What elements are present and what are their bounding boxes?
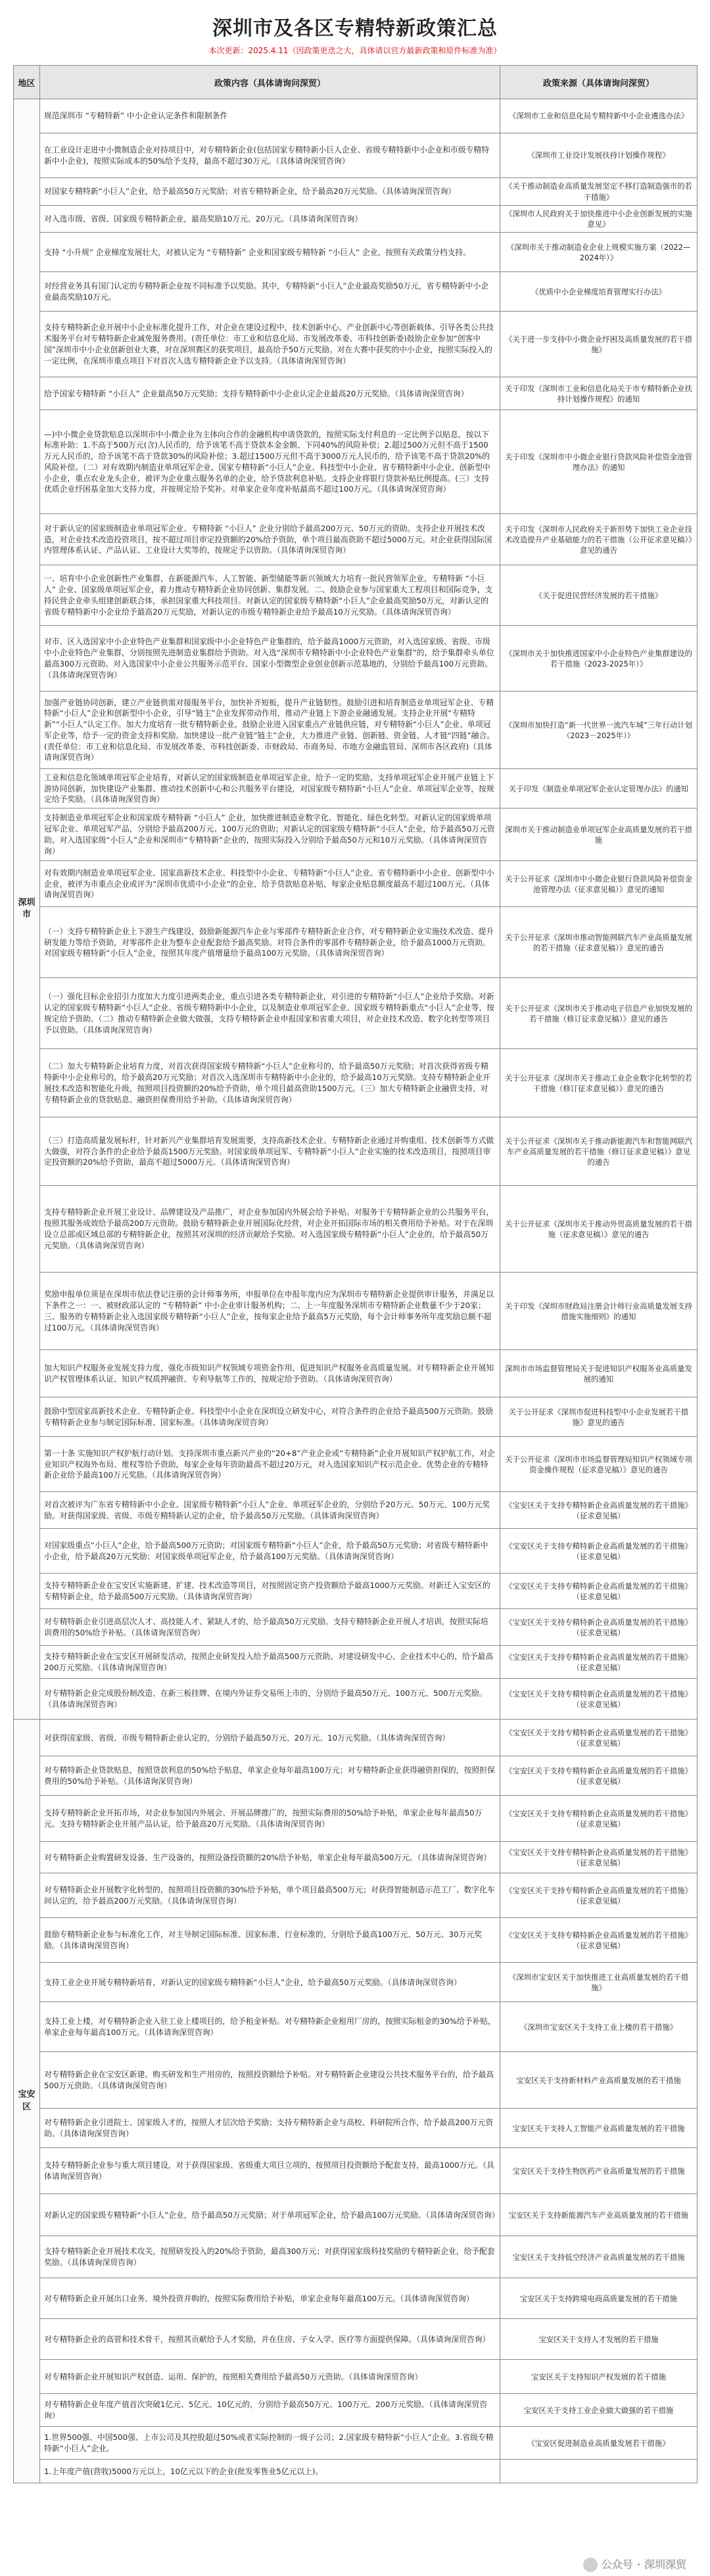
policy-content-cell: 支持制造业单项冠军企业和国家级专精特新 “小巨人” 企业，加快推进制造业数字化、智能化、绿色化转型。对新认定的国家级单项冠军企业、单项冠军产品，分别给予最高200万元、100万元的资助；对新认定的国家级专精特新“小巨人”企业，给予最高50万元资助。对入选国家级“小巨人”企业和深圳市“专精特新”企业的，按照实际投入分别给予最高50万元和10万元奖励。（具体请询深贸咨询） — [40, 808, 500, 861]
policy-source-cell: 宝安区关于支持人工智能产业高质量发展的若干措施 — [500, 2109, 698, 2148]
table-row — [14, 1117, 698, 1186]
policy-source-cell: 宝安区关于支持低空经济产业高质量发展的若干措施 — [500, 2236, 698, 2278]
table-row — [14, 1273, 698, 1350]
table-row — [14, 565, 698, 626]
table-row — [14, 907, 698, 978]
policy-content-cell: 一、培育中小企业创新性产业集群，在新能源汽车、人工智能、新型储能等新兴领域大力培育一批民营领军企业，专精特新 “小巨人” 企业、国家级单项冠军企业，着力推动专精特新企业协同创新、集群发展。二、鼓励企业参与国家重大工程项目和国际竞争，支持民营企业牵头组建创新联合体，承担国家重大科技项目。对新认定的国家级专精特新“小巨人”企业最高奖励50万元，对新认定的省级专精特新中小企业给予最高20万元奖励，对新认定的市级专精特新企业给予最高10万元奖励。（具体请询深贸咨询） — [40, 565, 500, 626]
policy-source-cell: 关于印发《深圳市财政局注册会计师行业高质量发展支持措施实施细则》的通知 — [500, 1273, 698, 1350]
policy-content-cell: （一）强化目标企业招引力度加大力度引进两类企业，重点引进各类专精特新企业，对引进的专精特新“小巨人”企业给予奖励。对新认定的国家级专精特新“小巨人”企业、省级专精特新中小企业，以及制造业单项冠军企业、国家级专精特新重点“小巨人”企业等，按规定给予资助。（二）推动专精特新企业做大做强，支持专精特新企业申报国家和省重大项目，对企业技术改造、数字化转型等项目予以资助。（具体请询深贸咨询） — [40, 978, 500, 1049]
policy-content-cell: 对专精特新企业购置研发设备、生产设备的，按照设备投资额的20%给予补贴，单家企业每年最高500万元。（具体请询深贸咨询） — [40, 1842, 500, 1873]
policy-source-cell: 《关于推动制造业高质量发展坚定不移打造制造强市的若干措施》 — [500, 178, 698, 206]
policy-content-cell: 支持专精特新企业在宝安区开展研发活动，按照企业研发投入给予最高500万元资助。对建设研发中心、企业技术中心的，给予最高200万元奖励。（具体请询深贸咨询） — [40, 1646, 500, 1679]
table-row — [14, 2278, 698, 2319]
policy-source-cell: 深圳市关于推动制造业单项冠军企业高质量发展的若干措施 — [500, 808, 698, 861]
policy-source-cell: 《深圳市关于推动制造业企业上规模实施方案（2022—2024年）》 — [500, 233, 698, 272]
policy-source-cell: 《深圳市工业和信息化局专精特新中小企业遴选办法》 — [500, 99, 698, 133]
region-cell: 深圳市 — [14, 99, 40, 1720]
table-row — [14, 1756, 698, 1796]
policy-source-cell: 《宝安区关于支持专精特新企业高质量发展的若干措施》（征求意见稿） — [500, 1609, 698, 1646]
policy-source-cell: 《深圳市关于加快推进国家中小企业特色产业集群建设的若干措施（2023-2025年）》 — [500, 626, 698, 691]
region-cell: 宝安区 — [14, 1720, 40, 2483]
policy-source-cell: 《深圳市宝安区关于支持工业上楼的若干措施》 — [500, 2002, 698, 2052]
policy-content-cell: 工业和信息化领域单项冠军企业培育，对新认定的国家级制造业单项冠军企业，给予一定的奖励。支持单项冠军企业开展产业链上下游协同创新，加快建设产业集群、推动技术创新中心和公共服务平台建设，对国家级专精特新“小巨人”企业、单项冠军企业等，按规定给予奖励。（具体请询深贸咨询） — [40, 769, 500, 808]
watermark: 公众号 · 深圳深贸 — [583, 2556, 686, 2573]
table-row — [14, 1963, 698, 2002]
policy-source-cell — [500, 2460, 698, 2483]
policy-source-cell: 《深圳市宝安区关于加快推进工业高质量发展的若干措施》 — [500, 1963, 698, 2002]
table-row — [14, 2460, 698, 2483]
policy-content-cell: 鼓励专精特新企业参与标准化工作，对主导制定国际标准、国家标准、行业标准的，分别给予最高100万元、50万元、30万元奖励。（具体请询深贸咨询） — [40, 1918, 500, 1963]
policy-source-cell: 关于印发《制造业单项冠军企业认定管理办法》的通知 — [500, 769, 698, 808]
policy-content-cell: 对专精特新企业年度产值首次突破1亿元、5亿元、10亿元的，分别给予最高50万元、100万元、200万元奖励。（具体请询深贸咨询） — [40, 2394, 500, 2427]
policy-content-cell: 支持工业上楼，对专精特新企业入驻工业上楼项目的，给予租金补贴。对专精特新企业租用厂房的，按照实际租金的30%给予补贴，单家企业每年最高100万元。（具体请询深贸咨询） — [40, 2002, 500, 2052]
policy-content-cell: 对专精特新企业引进院士、国家级人才的，按照人才层次给予奖励；支持专精特新企业与高校、科研院所合作，给予最高200万元资助。（具体请询深贸咨询） — [40, 2109, 500, 2148]
table-row — [14, 2109, 698, 2148]
table-row — [14, 206, 698, 233]
policy-content-cell: 支持专精特新企业开展工业设计、品牌建设及产品推广，对企业参加国内外展会给予补贴。对服务于专精特新企业的公共服务平台，按照其服务成效给予最高200万元资助。鼓励专精特新企业开展国际化经营，对企业开拓国际市场的相关费用给予补贴。对于在深圳设立总部或区域总部的专精特新企业，按照其对深圳的经济贡献给予奖励。对入选国家级专精特新“小巨人”企业的，给予最高50万元奖励。（具体请询深贸咨询） — [40, 1186, 500, 1273]
policy-source-cell: 关于公开征求《深圳市推动智能网联汽车产业高质量发展的若干措施（征求意见稿）》意见的通告 — [500, 907, 698, 978]
policy-source-cell: 《宝安区关于支持专精特新企业高质量发展的若干措施》（征求意见稿） — [500, 1918, 698, 1963]
policy-content-cell: 对专精特新企业开展出口业务、境外投资并购的，按照实际费用给予补贴，单家企业每年最高100万元。（具体请询深贸咨询） — [40, 2278, 500, 2319]
policy-source-cell: 《宝安区关于支持专精特新企业高质量发展的若干措施》（征求意见稿） — [500, 1574, 698, 1609]
policy-content-cell: 支持专精特新企业在宝安区实施新建、扩建、技术改造等项目，对按照固定资产投资额给予最高1000万元奖励。对新迁入宝安区的专精特新企业，给予最高500万元奖励。（具体请询深贸咨询） — [40, 1574, 500, 1609]
table-row — [14, 1574, 698, 1609]
policy-source-cell: 《宝安区关于支持专精特新企业高质量发展的若干措施》（征求意见稿） — [500, 1529, 698, 1574]
policy-source-cell: 宝安区关于支持新能源汽车产业高质量发展的若干措施 — [500, 2194, 698, 2236]
policy-source-cell: 《宝安区关于支持专精特新企业高质量发展的若干措施》（征求意见稿） — [500, 1720, 698, 1756]
table-header-row — [14, 66, 698, 99]
table-row — [14, 514, 698, 565]
document-page — [13, 0, 697, 2483]
policy-content-cell: 鼓励中型国家高新技术企业、专精特新企业、科技型中小企业在深圳设立研发中心，对符合条件的企业给予最高500万元资助。鼓励专精特新企业参与制定国际标准、国家标准。（具体请询深贸咨询） — [40, 1397, 500, 1437]
policy-content-cell: 对专精特新企业贷款贴息，按照贷款利息的50%给予贴息，单家企业每年最高100万元；对专精特新企业获得融资担保的，按照担保费用的50%给予补贴。（具体请询深贸咨询） — [40, 1756, 500, 1796]
table-row — [14, 2360, 698, 2394]
table-row — [14, 233, 698, 272]
policy-source-cell: 《宝安区关于支持专精特新企业高质量发展的若干措施》（征求意见稿） — [500, 1842, 698, 1873]
table-row — [14, 691, 698, 769]
policy-source-cell: 关于公开征求《深圳市市场监督管理局知识产权领域专项资金操作规程（征求意见稿）》意见的通告 — [500, 1437, 698, 1492]
policy-source-cell: 关于印发《深圳市工业和信息化局关于市专精特新企业扶持计划操作规程》的通知 — [500, 377, 698, 410]
policy-source-cell: 《优质中小企业梯度培育管理实行办法》 — [500, 272, 698, 312]
table-row — [14, 2194, 698, 2236]
policy-source-cell: 《深圳市工业设计发展扶持计划操作规程》 — [500, 133, 698, 178]
table-row — [14, 312, 698, 377]
policy-content-cell: 奖励申报单位须是在深圳市依法登记注册的会计师事务所，申报单位在申报年度内应为深圳市专精特新企业提供审计服务，并满足以下条件之一：一、被财政部认定的 “专精特新” 中小企业审计服务机构；二、上一年度服务深圳市专精特新企业数量不少于20家；三、服务的专精特新企业入选国家级专精特新“小巨人”企业，按每家企业给予最高5万元奖励，每个会计师事务所年度奖励总额不超过100万元。（具体请询深贸咨询） — [40, 1273, 500, 1350]
table-row — [14, 377, 698, 410]
table-row — [14, 1437, 698, 1492]
table-row — [14, 1609, 698, 1646]
table-row — [14, 1529, 698, 1574]
policy-source-cell: 宝安区关于支持人才发展的若干措施 — [500, 2319, 698, 2360]
policy-source-cell: 关于公开征求《深圳市关于推动工业企业数字化转型的若干措施（修订征求意见稿）》意见的通告 — [500, 1049, 698, 1117]
policy-content-cell: 对有效期内制造业单项冠军企业、国家高新技术企业、科技型中小企业、专精特新“小巨人”企业、省专精特新中小企业、创新型中小企业，被评为市重点企业或评为“深圳市优质中小企业”的企业，给予贷款贴息补贴，每家企业贴息额度最高不超过100万元。（具体请询深贸咨询） — [40, 861, 500, 907]
policy-content-cell: 支持 “小升规” 企业梯度发展壮大，对被认定为 “专精特新” 企业和国家级专精特新 “小巨人” 企业，按照有关政策分档支持。 — [40, 233, 500, 272]
policy-content-cell: 加大知识产权服务业发展支持力度，强化市级知识产权领域专项资金作用，促进知识产权服务业高质量发展。对专精特新企业开展知识产权管理体系认证、知识产权质押融资、专利导航等工作的，按规定给予资助。（具体请询深贸咨询） — [40, 1350, 500, 1397]
table-row — [14, 410, 698, 514]
table-row — [14, 2236, 698, 2278]
policy-content-cell: 对市、区入选国家中小企业特色产业集群和国家级中小企业特色产业集群的，给予最高1000万元资助，对入选国家级、省级、市级中小企业特色产业集群，分别按照先进制造业集群给予资助。对入选“深圳市专精特新中小企业特色产业集群”的，给予集群牵头单位最高300万元资助。对入选国家中小企业公共服务示范平台、国家小型微型企业创业创新示范基地的，分别给予最高100万元资助。（具体请询深贸咨询） — [40, 626, 500, 691]
table-row — [14, 978, 698, 1049]
policy-content-cell: 对专精特新企业开展数字化转型的，按照项目投资额的30%给予补贴，单个项目最高500万元；对获得智能制造示范工厂、数字化车间认定的，给予最高200万元奖励。（具体请询深贸咨询） — [40, 1873, 500, 1918]
table-row — [14, 1796, 698, 1842]
header-source: 政策来源（具体请询问深贸） — [500, 66, 698, 99]
policy-content-cell: 对国家级重点“小巨人”企业，给予最高500万元资助；对国家级专精特新“小巨人”企业，给予最高50万元奖励；对省级专精特新中小企业，给予最高20万元奖励；对国家级单项冠军企业，给予最高100万元奖励。（具体请询深贸咨询） — [40, 1529, 500, 1574]
policy-table — [13, 65, 698, 2483]
policy-content-cell: 在工业设计走进中小微制造企业对持项目中，对专精特新企业(包括国家专精特新小巨人企业、省级专精特新中小企业和市级专精特新中小企业)，按照实际成本的50%给予支持，最高不超过30万元。（具体请询深贸咨询） — [40, 133, 500, 178]
policy-content-cell: 支持工业企业开展专精特新培育，对新认定的国家级专精特新“小巨人”企业，给予最高50万元奖励。（具体请询深贸咨询） — [40, 1963, 500, 2002]
policy-content-cell: 1.世界500强、中国500强、上市公司及其控股超过50%或者实际控制的一级子公司；2.国家级专精特新“小巨人”企业。3.省级专精特新“小巨人”企业。 — [40, 2427, 500, 2460]
policy-content-cell: 对专精特新企业开展知识产权创造、运用、保护的，按照相关费用给予最高50万元资助。（具体请询深贸咨询） — [40, 2360, 500, 2394]
policy-source-cell: 《宝安区促进制造业高质量发展若干措施》 — [500, 2427, 698, 2460]
policy-content-cell: 第一十条 实施知识产权护航行动计划。支持深圳市重点新兴产业的“20+8”产业企业或“专精特新”企业开展知识产权护航工作，对企业知识产权海外布局、维权等给予资助，每家企业每年资助最高不超过20万元，对入选国家知识产权示范企业、优势企业的专精特新企业给予最高100万元奖励。（具体请询深贸咨询） — [40, 1437, 500, 1492]
policy-content-cell: 对国家专精特新“小巨人”企业，给予最高50万元奖励；对省专精特新企业，给予最高20万元奖励。（具体请询深贸咨询） — [40, 178, 500, 206]
table-row — [14, 1492, 698, 1529]
policy-content-cell: 对获得国家级、省级、市级专精特新企业认定的，分别给予最高50万元、20万元、10万元奖励。（具体请询深贸咨询） — [40, 1720, 500, 1756]
table-row — [14, 1646, 698, 1679]
policy-source-cell: 宝安区关于支持跨境电商高质量发展的若干措施 — [500, 2278, 698, 2319]
policy-content-cell: 对经营业务具有国门认定的专精特新企业按不同标准予以奖励。其中，专精特新“小巨人”企业最高奖励50万元，省专精特新中小企业最高奖励10万元。 — [40, 272, 500, 312]
policy-content-cell: 对专精特新企业引进高层次人才、高技能人才、紧缺人才的，给予最高50万元奖励。支持专精特新企业开展人才培训，按照实际培训费用的50%给予补贴。（具体请询深贸咨询） — [40, 1609, 500, 1646]
policy-content-cell: 对专精特新企业完成股份制改造、在新三板挂牌、在境内外证券交易所上市的，分别给予最高50万元、100万元、500万元奖励。（具体请询深贸咨询） — [40, 1679, 500, 1720]
table-row — [14, 1049, 698, 1117]
policy-source-cell: 关于公开征求《深圳市促进科技型中小企业发展若干措施》意见的通告 — [500, 1397, 698, 1437]
policy-content-cell: （三）打造高质量发展标杆，针对新兴产业集群培育发展需要，支持高新技术企业、专精特新企业通过并购重组、技术创新等方式做大做强，对符合条件的企业给予最高1500万元奖励。对国家级单项冠军、专精特新“小巨人”企业实施的技术改造项目，按照项目审定投资额的20%给予资助，最高不超过5000万元。（具体请询深贸咨询） — [40, 1117, 500, 1186]
table-row — [14, 99, 698, 133]
policy-source-cell: 《宝安区关于支持专精特新企业高质量发展的若干措施》（征求意见稿） — [500, 1679, 698, 1720]
policy-source-cell: 深圳市市场监督管理局关于促进知识产权服务业高质量发展的通知 — [500, 1350, 698, 1397]
policy-source-cell: 宝安区关于支持工业企业做大做强的若干措施 — [500, 2394, 698, 2427]
policy-content-cell: 支持专精特新企业开展中小企业标准化提升工作，对企业在建设过程中，技术创新中心、产业创新中心等创新载体、引导各类公共技术服务平台对专精特新企业减免服务费用。(责任单位：市工业和信息化局、市发展改革委、市科技创新委)鼓励企业参加“创客中国”深圳市中小企业创新创业大赛，对在深圳赛区的获奖项目，最高给予50万元奖励。对在大赛中获奖的中小企业，按照实际投入的一定比例，在深圳市重点项目下对首次入选专精特新企业予以支持。（具体请询深贸咨询） — [40, 312, 500, 377]
table-row — [14, 133, 698, 178]
policy-content-cell: 对专精特新企业在宝安区新建、购买研发和生产用房的，按照投资额给予补贴。对专精特新企业建设公共技术服务平台的，给予最高500万元资助。（具体请询深贸咨询） — [40, 2052, 500, 2109]
header-region: 地区 — [14, 66, 40, 99]
policy-source-cell: 《宝安区关于支持专精特新企业高质量发展的若干措施》（征求意见稿） — [500, 1492, 698, 1529]
policy-content-cell: 支持专精特新企业开拓市场，对企业参加国内外展会、开展品牌推广的，按照实际费用的50%给予补贴，单家企业每年最高50万元。支持专精特新企业开展产品认证，给予最高20万元奖励。（具体请询深贸咨询） — [40, 1796, 500, 1842]
policy-source-cell: 关于印发《深圳市人民政府关于新形势下加快工业企业技术改造提升产业基础能力的若干措施（公开征求意见稿）》意见的通告 — [500, 514, 698, 565]
policy-source-cell: 《深圳市加快打造“新一代世界一流汽车城”三年行动计划（2023－2025年）》 — [500, 691, 698, 769]
policy-source-cell: 《宝安区关于支持专精特新企业高质量发展的若干措施》（征求意见稿） — [500, 1796, 698, 1842]
policy-content-cell: 规范深圳市 “专精特新” 中小企业认定条件和限制条件 — [40, 99, 500, 133]
policy-source-cell: 关于公开征求《深圳市关于推动外贸高质量发展的若干措施（征求意见稿）》意见的通告 — [500, 1186, 698, 1273]
table-row — [14, 1842, 698, 1873]
policy-content-cell: 对专精特新企业的高管和技术骨干，按照其贡献给予人才奖励，并在住房、子女入学、医疗等方面提供保障。（具体请询深贸咨询） — [40, 2319, 500, 2360]
policy-source-cell: 《宝安区关于支持专精特新企业高质量发展的若干措施》（征求意见稿） — [500, 1646, 698, 1679]
table-row — [14, 2002, 698, 2052]
policy-source-cell: 关于公开征求《深圳市关于推动电子信息产业加快发展的若干措施（修订征求意见稿）》意见的通告 — [500, 978, 698, 1049]
policy-content-cell: 给予国家专精特新 “小巨人” 企业最高50万元奖励；支持专精特新中小企业认定企业最高20万元奖励。（具体请询深贸咨询） — [40, 377, 500, 410]
table-row — [14, 769, 698, 808]
table-row — [14, 2319, 698, 2360]
page-title: 深圳市及各区专精特新政策汇总 — [212, 17, 498, 40]
policy-source-cell: 关于公开征求《深圳市中小微企业银行贷款风险补偿资金池管理办法（征求意见稿）》意见的通知 — [500, 861, 698, 907]
policy-content-cell: 对首次被评为广东省专精特新中小企业、国家级专精特新“小巨人”企业、单项冠军企业的，分别给予20万元、50万元、100万元奖励。对获得国家级、省级、市级专精特新认定的企业，给予最高50万元奖励。（具体请询深贸咨询） — [40, 1492, 500, 1529]
header-content: 政策内容（具体请询问深贸） — [40, 66, 500, 99]
table-row — [14, 2427, 698, 2460]
table-row — [14, 1397, 698, 1437]
policy-source-cell: 《宝安区关于支持专精特新企业高质量发展的若干措施》（征求意见稿） — [500, 1873, 698, 1918]
table-body — [14, 99, 698, 2483]
table-row — [14, 861, 698, 907]
policy-source-cell: 宝安区关于支持知识产权发展的若干措施 — [500, 2360, 698, 2394]
table-row — [14, 1720, 698, 1756]
policy-source-cell: 《深圳市人民政府关于加快推进中小企业创新发展的实施意见》 — [500, 206, 698, 233]
policy-source-cell: 《关于促进民营经济发展的若干措施》 — [500, 565, 698, 626]
policy-content-cell: 对新认定的国家级专精特新“小巨人”企业，给予最高50万元奖励；对于单项冠军企业，给予最高100万元奖励。（具体请询深贸咨询） — [40, 2194, 500, 2236]
table-row — [14, 2148, 698, 2194]
policy-content-cell: —)中小微企业贷款贴息以深圳市中小微企业为主体向合作的金融机构申请贷款的，按照实际支付利息的一定比例予以贴息，按以下标准补助：1.不高于500万元(含)人民币的，给予该笔不高于贷款本金金额、下同40%的风险补偿；2.超过500万元但不高于1500万元人民币的，给予该笔不高于贷款30%的风险补偿；3.超过1500万元但不高于3000万元人民币的，给予该笔不高于贷款20%的风险补偿。（二）对有效期内制造业单项冠军企业、国家专精特新“小巨人”企业、科技型中小企业、省专精特新中小企业、创新型中小企业，重点农业龙头企业、被评为企业重点服务名单的企业，给予贷款利息补贴。支持企业将银行贷款补贴比例提高。(三）支持优质企业纾困基金加大支持力度，并按规定给予奖补。对单家企业年度补贴最高不超过100万元。（具体请询深贸咨询） — [40, 410, 500, 514]
policy-content-cell: （二）加大专精特新企业培育力度，对首次获得国家级专精特新“小巨人”企业称号的，给予最高50万元奖励；对首次获得省级专精特新中小企业称号的，给予最高20万元奖励；对首次入选深圳市专精特新中小企业的，给予最高10万元奖励。支持专精特新企业开展技术改造和智能化升级，按照项目投资额的20%给予资助，单个项目最高资助1500万元。（三）加大专精特新企业融资支持，对专精特新企业的贷款贴息、融资担保费用给予补助。（具体请询深贸咨询） — [40, 1049, 500, 1117]
policy-content-cell: 支持专精特新企业参与重大项目建设，对于获得国家级、省级重大项目立项的，按照项目投资额给予配套支持，最高1000万元。（具体请询深贸咨询） — [40, 2148, 500, 2194]
policy-source-cell: 关于公开征求《深圳市关于推动新能源汽车和智能网联汽车产业高质量发展的若干措施（修订征求意见稿）》意见的通告 — [500, 1117, 698, 1186]
policy-content-cell: 支持专精特新企业开展技术攻关，按照研发投入的20%给予资助，最高300万元；对获得国家级科技奖励的专精特新企业，给予配套奖励。（具体请询深贸咨询） — [40, 2236, 500, 2278]
table-row — [14, 808, 698, 861]
wechat-icon — [583, 2558, 598, 2572]
update-note: 本次更新：2025.4.11（因政策更迭之大，具体请以官方最新政策和原件标准为准） — [208, 46, 502, 55]
policy-content-cell: 加强产业链协同创新，建立产业链供需对接服务平台，加快补齐短板，提升产业链韧性。鼓励引进和培育制造业单项冠军企业、专精特新“小巨人”企业和创新型中小企业，引导“链主”企业发挥带动作用，推动产业链上下游企业融通发展。支持企业开展“专精特新”“小巨人”认定工作。加大力度培育一批专精特新企业，鼓励企业进入国家重点产业链供应链，对专精特新“小巨人”企业、单项冠军企业等，给予一定的资金支持和奖励。加快建设一批产业链“链主”企业，大力推进产业链、创新链、资金链、人才链“四链”融合。(责任单位：市工业和信息化局、市发展改革委、市科技创新委、市财政局、市商务局、市地方金融监管局、深圳市各区政府)（具体请询深贸咨询） — [40, 691, 500, 769]
policy-content-cell: （一）支持专精特新企业上下游生产线建设，鼓励新能源汽车企业与零部件专精特新企业合作，对专精特新企业实施技术改造、提升研发能力等给予资助，对零部件企业为整车企业配套给予最高奖励。对符合条件的零部件专精特新企业，给予最高1000万元资助。对国家级专精特新“小巨人”企业，按照其年度产值增量给予最高100万元奖励。（具体请询深贸咨询） — [40, 907, 500, 978]
table-row — [14, 272, 698, 312]
policy-content-cell: 1.上年度产值(营收)5000万元以上，10亿元以下的企业(批发零售业5亿元以上)。 — [40, 2460, 500, 2483]
policy-source-cell: 关于印发《深圳市中小微企业银行贷款风险补偿资金池管理办法》的通知 — [500, 410, 698, 514]
policy-content-cell: 对于新认定的国家级制造业单项冠军企业、专精特新 “小巨人” 企业分别给予最高200万元、50万元的资助。支持企业开展技术改造，对企业技术改造投资项目，按不超过项目审定投资额的20%给予资助，单个项目最高资助不超过5000万元。对企业获得国际国内管理体系认证、产品认证、工业设计大奖等的，按规定予以资助。（具体请询深贸咨询） — [40, 514, 500, 565]
table-row — [14, 2052, 698, 2109]
table-row — [14, 1186, 698, 1273]
policy-source-cell: 《宝安区关于支持专精特新企业高质量发展的若干措施》（征求意见稿） — [500, 1756, 698, 1796]
policy-source-cell: 宝安区关于支持生物医药产业高质量发展的若干措施 — [500, 2148, 698, 2194]
policy-source-cell: 《关于进一步支持中小微企业纾困及高质量发展的若干措施》 — [500, 312, 698, 377]
table-row — [14, 1679, 698, 1720]
table-row — [14, 2394, 698, 2427]
table-row — [14, 1918, 698, 1963]
table-row — [14, 1350, 698, 1397]
policy-content-cell: 对入选市级、省级、国家级专精特新企业，最高奖励10万元、20万元。（具体请询深贸咨询） — [40, 206, 500, 233]
policy-source-cell: 宝安区关于支持新材料产业高质量发展的若干措施 — [500, 2052, 698, 2109]
table-row — [14, 178, 698, 206]
table-row — [14, 626, 698, 691]
table-row — [14, 1873, 698, 1918]
